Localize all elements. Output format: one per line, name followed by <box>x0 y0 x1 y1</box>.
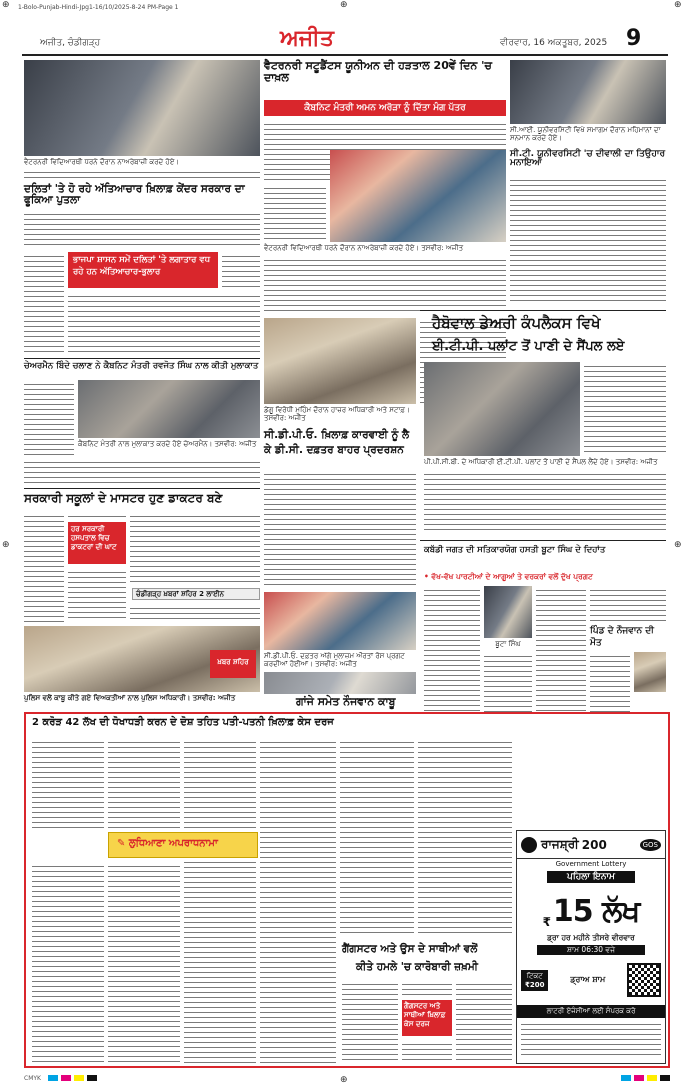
qr-code-icon <box>627 963 661 997</box>
photo-credit: ਤਸਵੀਰ: ਅਜੀਤ <box>214 440 257 448</box>
story-body <box>590 586 666 622</box>
photo-cdpo-protest <box>264 592 416 650</box>
lottery-prize: 15 ਲੱਖ <box>552 894 640 929</box>
lottery-badge: GOS <box>640 839 661 851</box>
section-banner-text: ਲੁਧਿਆਣਾ ਅਪਰਾਧਨਾਮਾ <box>128 838 218 849</box>
story-body <box>264 470 416 588</box>
swatch-magenta <box>634 1075 644 1081</box>
lottery-advert <box>516 830 666 1064</box>
photo-caption <box>264 244 506 252</box>
photo-credit: ਤਸਵੀਰ: ਅਜੀਤ <box>264 414 306 423</box>
story-body <box>424 470 666 532</box>
photo-meeting <box>78 380 260 438</box>
caption-text: ਵੈਟਰਨਰੀ ਵਿਦਿਆਰਥੀ ਧਰਨੇ ਦੌਰਾਨ ਨਾਅਰੇਬਾਜ਼ੀ ਕਰਦੇ ਹੋਏ। <box>264 244 420 252</box>
pullquote-text: ਭਾਜਪਾ ਸ਼ਾਸਨ ਸਮੇਂ ਦਲਿਤਾਂ 'ਤੇ ਲਗਾਤਾਰ ਵਧ ਰਹੇ ਹਨ ਅੱਤਿਆਚਾਰ-ਭੁਲਾਰ <box>73 255 211 277</box>
lottery-ticket-label: ਟਿਕਟ <box>526 971 543 980</box>
lottery-time: ਸ਼ਾਮ 06:30 ਵਜੇ <box>537 945 645 955</box>
story-body <box>260 738 336 1064</box>
story-kabaddi-headline: ਕਬੱਡੀ ਜਗਤ ਦੀ ਸਤਿਕਾਰਯੋਗ ਹਸਤੀ ਬੂਟਾ ਸਿੰਘ ਦੇ ਦਿਹਾਂਤ <box>424 545 606 555</box>
lottery-contact-lines <box>521 1020 661 1056</box>
story-fraud-headline: 2 ਕਰੋੜ 42 ਲੱਖ ਦੀ ਧੋਖਾਧੜੀ ਕਰਨ ਦੇ ਦੋਸ਼ ਤਹਿਤ ਪਤੀ-ਪਤਨੀ ਖ਼ਿਲਾਫ਼ ਕੇਸ ਦਰਜ <box>32 717 334 728</box>
story-body <box>130 512 260 584</box>
divider <box>24 358 260 359</box>
story-cdpo-headline: ਸੀ.ਡੀ.ਪੀ.ਓ. ਖ਼ਿਲਾਫ਼ ਕਾਰਵਾਈ ਨੂੰ ਲੈ ਕੇ ਡੀ.ਸੀ. ਦਫ਼ਤਰ ਬਾਹਰ ਪ੍ਰਦਰਸ਼ਨ <box>264 429 410 456</box>
lottery-brand: ਰਾਜਸ਼੍ਰੀ <box>541 837 579 851</box>
lottery-ticket-box <box>521 970 548 991</box>
story-body <box>24 380 74 456</box>
swatch-magenta <box>61 1075 71 1081</box>
story-ganja-headline: ਗਾਂਜੇ ਸਮੇਤ ਨੌਜਵਾਨ ਕਾਬੂ <box>296 695 396 708</box>
pin-icon: ✎ <box>117 838 126 849</box>
photo-credit: ਤਸਵੀਰ: ਅਜੀਤ <box>615 458 658 466</box>
photo-youth <box>634 652 666 692</box>
story-body <box>24 210 260 248</box>
photo-credit: ਤਸਵੀਰ: ਅਜੀਤ <box>192 694 236 702</box>
story-gangster-headline2: ਕੀਤੇ ਹਮਲੇ 'ਚ ਕਾਰੋਬਾਰੀ ਜ਼ਖ਼ਮੀ <box>356 961 478 973</box>
lottery-draw-place: ਡ੍ਰਾਅ ਸ਼ਾਮ <box>570 975 606 984</box>
photo-caption <box>264 652 416 669</box>
color-bar-label: CMYK <box>24 1074 41 1082</box>
photo-university <box>510 60 666 124</box>
photo-credit: ਤਸਵੀਰ: ਅਜੀਤ <box>315 660 357 669</box>
story-body <box>402 980 452 996</box>
story-gangster-headline: ਗੈਂਗਸਟਰ ਅਤੇ ਉਸ ਦੇ ਸਾਥੀਆਂ ਵਲੋਂ <box>342 943 478 955</box>
caption-lines <box>24 168 260 180</box>
crop-mark-icon: ⊕ <box>340 0 348 10</box>
photo-portrait <box>484 586 532 638</box>
caption-text: ਡੇਂਗੂ ਵਿਰੋਧੀ ਮੁਹਿੰਮ ਦੌਰਾਨ ਹਾਜ਼ਰ ਅਧਿਕਾਰੀ ਅਤੇ ਸਟਾਫ਼। <box>264 406 410 414</box>
story-vet-headline: ਵੈਟਰਨਰੀ ਸਟੂਡੈਂਟਸ ਯੂਨੀਅਨ ਦੀ ਹੜਤਾਲ 20ਵੇਂ ਦਿਨ 'ਚ ਦਾਖ਼ਲ <box>264 59 492 84</box>
badge: ਖ਼ਬਰ ਸ਼ਹਿਰ <box>210 650 256 678</box>
lottery-ticket-row <box>517 957 665 997</box>
story-body <box>510 176 666 304</box>
photo-dairy <box>424 362 580 456</box>
story-body <box>342 980 398 1064</box>
lottery-currency: ₹ <box>542 915 551 929</box>
crop-mark-icon: ⊕ <box>674 540 682 550</box>
story-body <box>536 586 586 712</box>
divider <box>420 540 666 541</box>
caption-text: ਪੁਲਿਸ ਵਲੋਂ ਕਾਬੂ ਕੀਤੇ ਗਏ ਵਿਅਕਤੀਆਂ ਨਾਲ ਪੁਲਿਸ ਅਧਿਕਾਰੀ। <box>24 694 191 702</box>
story-chairman-headline: ਚੇਅਰਮੈਨ ਬਿੰਦੇ ਚਲਾਣ ਨੇ ਕੈਬਨਿਟ ਮੰਤਰੀ ਰਵਜੋਤ ਸਿੰਘ ਨਾਲ ਕੀਤੀ ਮੁਲਾਕਾਤ <box>24 361 259 371</box>
story-body <box>456 980 512 1064</box>
masthead: ਅਜੀਤ <box>280 26 334 51</box>
story-body <box>68 568 126 622</box>
story-body <box>418 738 512 936</box>
photo-protest <box>24 60 260 156</box>
inset-label: ਚੰਡੀਗੜ੍ਹ ਖ਼ਬਰਾਂ ਸ਼ਹਿਰ 2 ਲਾਈਨ <box>132 588 260 600</box>
pullquote-box <box>402 1000 452 1036</box>
header-date: ਵੀਰਵਾਰ, 16 ਅਕਤੂਬਰ, 2025 <box>500 38 608 48</box>
swatch-yellow <box>74 1075 84 1081</box>
print-slug: 1-Bolo-Punjab-Hindi-Jpg1-16/10/2025-8-24 PM-Page 1 <box>18 4 179 11</box>
photo-caption <box>24 694 260 702</box>
story-body <box>424 586 480 712</box>
story-body <box>24 512 64 622</box>
lottery-brand-row <box>517 831 665 859</box>
lottery-prize-row <box>517 885 665 929</box>
caption-text: ਸੀ.ਡੀ.ਪੀ.ਓ. ਦਫ਼ਤਰ ਅੱਗੇ ਮੁਲਾਜ਼ਮ ਔਰਤਾਂ ਰੋਸ ਪ੍ਰਗਟ ਕਰਦੀਆਂ ਹੋਈਆਂ। <box>264 652 405 669</box>
photo-caption: ਵੈਟਰਨਰੀ ਵਿਦਿਆਰਥੀ ਧਰਨੇ ਦੌਰਾਨ ਨਾਅਰੇਬਾਜ਼ੀ ਕਰਦੇ ਹੋਏ। <box>24 158 180 166</box>
caption-text: ਕੈਬਨਿਟ ਮੰਤਰੀ ਨਾਲ ਮੁਲਾਕਾਤ ਕਰਦੇ ਹੋਏ ਚੇਅਰਮੈਨ। <box>78 440 213 448</box>
swatch-cyan <box>48 1075 58 1081</box>
page-number: 9 <box>626 26 642 51</box>
caption-text: ਪੀ.ਪੀ.ਸੀ.ਬੀ. ਦੇ ਅਧਿਕਾਰੀ ਈ.ਟੀ.ਪੀ. ਪਲਾਂਟ ਤੋਂ ਪਾਣੀ ਦੇ ਸੈਂਪਲ ਲੈਂਦੇ ਹੋਏ। <box>424 458 614 466</box>
story-body <box>24 252 64 352</box>
story-masters-headline: ਸਰਕਾਰੀ ਸਕੂਲਾਂ ਦੇ ਮਾਸਟਰ ਹੁਣ ਡਾਕਟਰ ਬਣੇ <box>24 491 223 505</box>
crop-mark-icon: ⊕ <box>340 1075 348 1085</box>
crop-mark-icon: ⊕ <box>2 540 10 550</box>
pullquote-box <box>68 252 218 288</box>
story-dalit-headline: ਦਲਿਤਾਂ 'ਤੇ ਹੋ ਰਹੇ ਅੱਤਿਆਚਾਰ ਖ਼ਿਲਾਫ਼ ਕੇਂਦਰ ਸਰਕਾਰ ਦਾ ਫੂਕਿਆ ਪੁਤਲਾ <box>24 183 245 207</box>
lottery-draw-text: ਡ੍ਰਾ ਹਰ ਮਹੀਨੇ ਤੀਸਰੇ ਵੀਰਵਾਰ <box>547 933 635 942</box>
story-body <box>24 458 260 484</box>
photo-caption: ਸੀ.ਆਈ. ਯੂਨੀਵਰਸਿਟੀ ਵਿਖੇ ਸਮਾਗਮ ਦੌਰਾਨ ਮਹਿਮਾਨਾਂ ਦਾ ਸਨਮਾਨ ਕਰਦੇ ਹੋਏ। <box>510 126 661 143</box>
divider <box>24 488 260 489</box>
swatch-black <box>87 1075 97 1081</box>
section-banner <box>108 832 258 858</box>
story-body <box>108 862 180 1064</box>
lottery-tagline: ਪਹਿਲਾ ਇਨਾਮ <box>547 871 635 883</box>
divider <box>420 310 666 311</box>
photo-dengue <box>264 318 416 404</box>
swatch-cyan <box>621 1075 631 1081</box>
story-body <box>264 184 326 242</box>
story-body <box>484 652 532 712</box>
story-dairy-headline: ਹੈਬੋਵਾਲ ਡੇਅਰੀ ਕੰਪਲੈਕਸ ਵਿਖੇ <box>432 314 601 332</box>
swatch-black <box>660 1075 670 1081</box>
pullquote-text: ਗੈਂਗਸਟਰ ਅਤੇ ਸਾਥੀਆਂ ਖ਼ਿਲਾਫ਼ ਕੇਸ ਦਰਜ <box>404 1002 446 1029</box>
story-body <box>32 738 104 828</box>
photo-minister <box>330 150 506 242</box>
pullquote-text: ਹਰ ਸਰਕਾਰੀ ਹਸਪਤਾਲ ਵਿਚ ਡਾਕਟਰਾਂ ਦੀ ਘਾਟ <box>71 525 117 552</box>
photo-caption <box>424 458 666 466</box>
story-body <box>184 738 256 1064</box>
lottery-ticket-price: ₹200 <box>525 980 545 989</box>
photo-caption <box>264 406 416 423</box>
story-dairy-headline2: ਈ.ਟੀ.ਪੀ. ਪਲਾਂਟ ਤੋਂ ਪਾਣੀ ਦੇ ਸੈਂਪਲ ਲਏ <box>432 339 625 354</box>
crop-mark-icon: ⊕ <box>674 0 682 10</box>
photo-ganja <box>264 672 416 694</box>
story-body <box>584 362 666 456</box>
photo-credit: ਤਸਵੀਰ: ਅਜੀਤ <box>421 244 464 252</box>
swatch-yellow <box>647 1075 657 1081</box>
lottery-logo-icon <box>521 837 537 853</box>
header-edition: ਅਜੀਤ, ਚੰਡੀਗੜ੍ਹ <box>40 38 101 48</box>
lottery-brand-sub: Government Lottery <box>555 860 627 868</box>
pullquote-box <box>68 522 126 564</box>
story-body <box>32 862 104 1064</box>
story-body <box>402 1040 452 1064</box>
story-body <box>108 738 180 828</box>
lottery-contact-title: ਲਾਟਰੀ ਏਜੰਸੀਆਂ ਲਈ ਸੰਪਰਕ ਕਰੋ <box>517 1005 665 1018</box>
photo-caption <box>78 440 260 448</box>
story-body <box>68 292 260 352</box>
story-vet-subhead: ਕੈਬਨਿਟ ਮੰਤਰੀ ਅਮਨ ਅਰੋੜਾ ਨੂੰ ਦਿੱਤਾ ਮੰਗ ਪੱਤਰ <box>264 100 506 116</box>
story-body <box>590 652 630 712</box>
story-youth-headline: ਪਿੰਡ ਦੇ ਨੌਜਵਾਨ ਦੀ ਮੌਤ <box>590 626 654 648</box>
story-diwali-headline: ਸੀ.ਟੀ. ਯੂਨੀਵਰਸਿਟੀ 'ਚ ਦੀਵਾਲੀ ਦਾ ਤਿਉਹਾਰ ਮਨਾਇਆ <box>510 149 666 169</box>
crop-mark-icon: ⊕ <box>2 0 10 10</box>
story-body <box>340 738 414 936</box>
story-body <box>264 256 506 314</box>
story-kabaddi-subhead: • ਵੱਖ-ਵੱਖ ਪਾਰਟੀਆਂ ਦੇ ਆਗੂਆਂ ਤੇ ਵਰਕਰਾਂ ਵਲੋਂ ਦੁੱਖ ਪ੍ਰਗਟ <box>424 572 593 581</box>
lottery-brand-number: 200 <box>581 837 607 852</box>
header-rule <box>22 54 668 56</box>
photo-label: ਬੂਟਾ ਸਿੰਘ <box>495 640 521 648</box>
story-body <box>68 512 126 520</box>
story-body <box>222 252 260 288</box>
story-body <box>130 604 260 622</box>
color-bar <box>24 1074 670 1082</box>
